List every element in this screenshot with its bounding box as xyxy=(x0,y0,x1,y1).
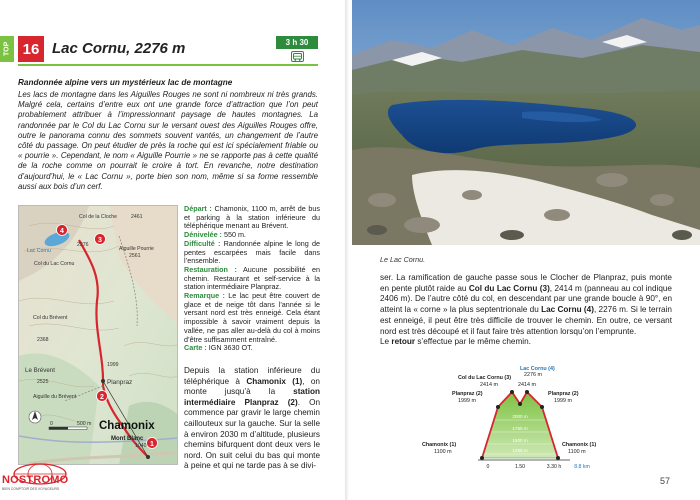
map-marker-2: 2 xyxy=(100,394,104,401)
map-label-2461: 2461 xyxy=(131,214,143,220)
info-restauration-text: Aucune possibilité en chemin. Restaurant et self-service à la station intermédiaire Planpraz. xyxy=(184,264,320,292)
profile-y-tick-1750: 1750 m xyxy=(512,426,528,431)
map-label-mont-blanc: Mont Blanc xyxy=(111,436,144,442)
profile-x-tick-150: 1.50 xyxy=(514,464,526,470)
info-difficulte-key: Difficulté : xyxy=(184,238,221,248)
lac-cornu-photo xyxy=(352,0,700,245)
body-text-right xyxy=(380,273,672,348)
map-scale-bar xyxy=(49,427,87,430)
map-label-le-brevent: Le Brévent xyxy=(25,367,55,374)
info-depart-text: Chamonix, 1100 m, arrêt de bus et parking à la station inférieure du téléphérique menant au Brévent. xyxy=(184,204,320,231)
page-number: 57 xyxy=(660,476,671,486)
route-subtitle: Randonnée alpine vers un mystérieux lac de montagne xyxy=(18,78,233,87)
body-right-bold-1: Col du Lac Cornu (3) xyxy=(468,283,550,293)
profile-planpraz-right-alt: 1999 m xyxy=(554,398,572,404)
map-label-col-brevent: Col du Brévent xyxy=(33,315,68,321)
info-denivelee-key: Dénivelée : xyxy=(184,230,222,240)
book-gutter xyxy=(345,0,349,500)
map-label-col-cloche: Col de la Cloche xyxy=(79,214,118,220)
body-right-text-3: , 2276 m. Si le terrain est enneigé, il peut être très difficile de trouver le chemin. En outre, ce versant nord est très découpé et il faut faire très attention lorsqu’on l’emprunte. xyxy=(380,305,672,336)
info-depart-key: Départ : xyxy=(184,204,212,213)
map-label-planpraz: Planpraz xyxy=(107,379,133,386)
profile-chamonix-left: Chamonix (1) xyxy=(422,442,457,448)
body-right-text-2: , 2414 m (panneau au col indique 2406 m). De l’autre côté du col, en descendant par une grande boucle à 90°, en atteint la « corne » la plus septentrionale du xyxy=(380,283,672,315)
map-scale-0: 0 xyxy=(50,421,53,427)
profile-y-tick-1250: 1250 m xyxy=(512,448,528,453)
map-marker-3: 3 xyxy=(98,237,102,244)
map-label-2525: 2525 xyxy=(37,379,49,385)
profile-col-alt-2: 2414 m xyxy=(518,382,536,388)
top-tab-badge: TOP xyxy=(0,36,14,62)
body-right-bold-2: Lac Cornu (4) xyxy=(541,305,594,315)
info-remarque-key: Remarque : xyxy=(184,291,225,301)
photo-caption: Le Lac Cornu. xyxy=(380,255,426,264)
profile-y-tick-1500: 1500 m xyxy=(512,438,528,443)
map-label-aiguille-brevent: Aiguille du Brévent xyxy=(33,394,77,400)
map-marker-1: 1 xyxy=(150,441,154,448)
info-carte-key: Carte : xyxy=(184,343,207,353)
profile-chamonix-left-alt: 1100 m xyxy=(434,449,452,455)
map-label-2368: 2368 xyxy=(37,337,49,343)
body-right-text-4: Le xyxy=(380,337,390,347)
profile-x-tick-330: 3.30 h xyxy=(546,464,562,470)
header-rule xyxy=(18,64,318,66)
profile-col-alt: 2414 m xyxy=(480,382,498,388)
route-info xyxy=(184,205,320,353)
body-text-left xyxy=(184,366,320,472)
profile-lac-cornu-label: Lac Cornu (4) xyxy=(520,366,555,372)
north-arrow-icon xyxy=(29,411,41,423)
map-label-aiguille-pourrie: Aiguille Pourrie xyxy=(119,246,154,252)
duration-badge: 3 h 30 xyxy=(276,36,318,49)
map-label-col-cornu: Col du Lac Cornu xyxy=(34,261,75,267)
logo-name: NOSTROMO xyxy=(2,474,69,486)
map-marker-4: 4 xyxy=(60,228,64,235)
info-restauration-key: Restauration : xyxy=(184,264,237,274)
route-map xyxy=(18,205,178,465)
map-label-2561: 2561 xyxy=(129,253,141,259)
profile-x-tick-0: 0 xyxy=(486,464,490,470)
profile-lac-cornu-alt: 2276 m xyxy=(524,372,542,378)
body-left-text-3: . On commence par gravir le large chemin caillouteux sur la gauche. Sur la selle à environ 2030 m d’altitude, plusieurs chemins bifurquent dont deux vers le nord. On suit celui du bas qui monte à peine et qui ne tarde pas à se divi- xyxy=(184,397,320,471)
elevation-profile xyxy=(420,362,600,474)
route-number-badge: 16 xyxy=(18,36,44,62)
info-remarque-text: Le lac peut être couvert de glace et de neige tôt dans l’année si le versant nord est très enneigé. Cela étant impossible à savoir vraiment depuis la vallée, ne pas aller au-delà du col à moins d’être suffisamment entraîné. xyxy=(184,291,321,344)
profile-chamonix-right: Chamonix (1) xyxy=(562,442,597,448)
info-denivelee-text: 550 m. xyxy=(223,230,246,240)
body-right-text-1: ser. La ramification de gauche passe sous le Clocher de Planpraz, puis monte en pente plutôt raide au xyxy=(380,273,672,293)
map-label-1040: 1040 xyxy=(135,443,147,449)
map-label-lac-cornu: Lac Cornu xyxy=(27,248,51,254)
map-scale-500: 500 m xyxy=(77,421,92,427)
map-label-2276: 2276 xyxy=(77,242,89,248)
logo-tagline: BIEN COMPTOIR DES VOYAGEURS xyxy=(2,487,60,491)
profile-distance: 8.8 km xyxy=(574,464,590,470)
profile-chamonix-right-alt: 1100 m xyxy=(568,449,586,455)
bus-icon xyxy=(291,51,304,62)
profile-y-tick-2000: 2000 m xyxy=(512,414,528,419)
body-right-text-5: s’effectue par le même chemin. xyxy=(417,337,531,347)
body-left-bold-1: Chamonix (1) xyxy=(246,376,303,386)
profile-planpraz-left-alt: 1999 m xyxy=(458,398,476,404)
body-left-text-2: , on monte jusqu’à la xyxy=(184,376,320,397)
profile-planpraz-right: Planpraz (2) xyxy=(548,391,579,397)
body-left-text-1: Depuis la station inférieure du téléphérique à xyxy=(184,366,320,386)
info-difficulte-text: Randonnée alpine le long de pentes escarpées mais facile dans l’ensemble. xyxy=(184,238,320,266)
profile-col-label: Col du Lac Cornu (3) xyxy=(458,375,512,381)
page-title: Lac Cornu, 2276 m xyxy=(52,40,186,57)
profile-planpraz-left: Planpraz (2) xyxy=(452,391,483,397)
map-label-1999: 1999 xyxy=(107,362,119,368)
body-left-bold-2: station intermédiaire Planpraz (2) xyxy=(184,387,320,407)
map-label-chamonix: Chamonix xyxy=(99,420,155,432)
info-carte-text: IGN 3630 OT. xyxy=(208,343,253,353)
intro-paragraph: Les lacs de montagne dans les Aiguilles Rouges ne sont ni nombreux ni très grands. Malgré cela, certains d’entre eux ont une grande force d’attraction que l’on peut probablement attribuer à l’impressionnant paysage de hautes montagnes. La randonnée par le Col du Lac Cornu sur le versant ouest des Aiguilles Rouges offre, outre le panorama connu des sommets souvent vantés, un changement de l’autre côté du passage. On peut étudier de près la roche qui est ici spécialement friable ou « pourrie ». Cependant, le nom « Aiguille Pourrie » ne se rapporte pas à cette qualité de la roche comme on pourrait le croire à tort. En revanche, notre destination d’aujourd’hui, le « Lac Cornu », porte bien son nom, même si sa forme ressemble aussi aux bois d’un cerf. xyxy=(18,90,318,191)
body-right-bold-3: retour xyxy=(391,337,416,347)
